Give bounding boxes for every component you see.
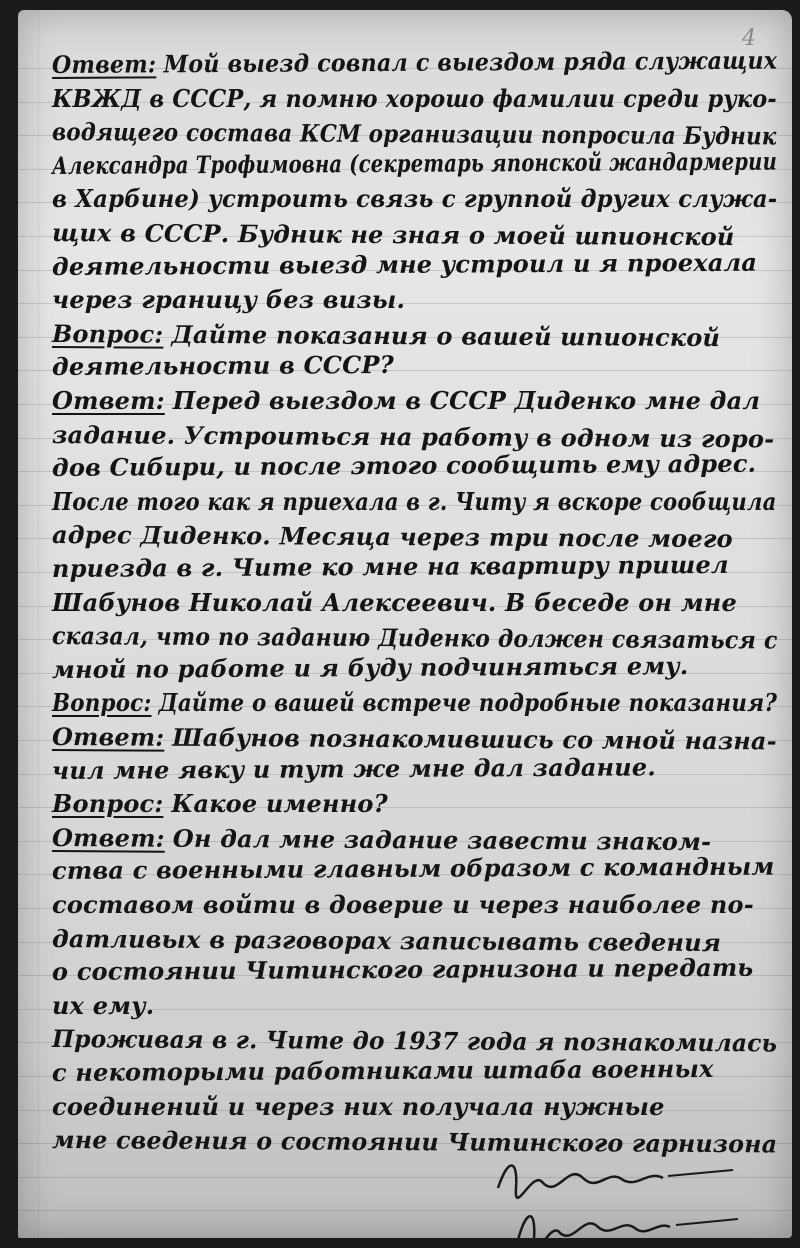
text-line <box>52 953 777 986</box>
line-text: Проживая в г. Чите до 1937 года я познакомилась <box>51 1024 778 1058</box>
qa-label: Вопрос: <box>52 789 164 819</box>
line-text: их ему. <box>52 990 155 1020</box>
line-text: деятельности выезд мне устроил и я проехала <box>51 247 758 281</box>
text-line <box>52 420 777 453</box>
qa-label: Ответ: <box>51 722 165 752</box>
line-text: датливых в разговорах записывать сведения <box>51 923 722 957</box>
text-line <box>51 146 778 180</box>
line-text: приезда в г. Чите ко мне на квартиру пришел <box>51 549 729 583</box>
text-line <box>52 386 777 415</box>
line-text: Мой выезд совпал с выездом ряда служащих <box>163 45 778 79</box>
line-text: мне сведения о состоянии Читинского гарнизона <box>51 1125 778 1159</box>
line-text: адрес Диденко. Месяца через три после моего <box>51 520 733 554</box>
qa-label: Ответ: <box>51 49 157 79</box>
line-text: Он дал мне задание завести знаком- <box>172 823 712 856</box>
page-number: 4 <box>742 26 756 51</box>
qa-label: Ответ: <box>51 822 165 853</box>
line-text: сказал, что по заданию Диденко должен связаться с <box>51 621 778 655</box>
text-line <box>52 823 777 856</box>
text-line <box>52 449 777 482</box>
line-text: Шабунов Николай Алексеевич. В беседе он мне <box>52 587 737 617</box>
text-line <box>52 588 777 617</box>
text-line <box>52 924 777 957</box>
text-line <box>51 1024 778 1058</box>
line-text: КВЖД в СССР, я помню хорошо фамилии среди руко- <box>52 83 777 113</box>
text-line <box>52 789 777 818</box>
text-line <box>52 550 777 583</box>
text-line <box>52 348 777 381</box>
text-line <box>52 486 777 516</box>
text-line <box>51 45 778 79</box>
line-text: с некоторыми работниками штаба военных <box>51 1053 714 1087</box>
text-line <box>52 83 777 113</box>
line-text: в Харбине) устроить связь с группой других служа- <box>52 184 778 214</box>
text-line <box>52 650 777 683</box>
text-line <box>52 852 777 885</box>
line-text: о состоянии Читинского гарнизона и передать <box>51 952 754 987</box>
text-line <box>51 117 777 151</box>
line-text: Дайте показания о вашей шпионской <box>171 319 721 352</box>
qa-label: Вопрос: <box>51 318 164 349</box>
margin-line <box>38 10 39 1238</box>
line-text: мной по работе и я буду подчиняться ему. <box>51 650 689 684</box>
line-text: Перед выездом в СССР Диденко мне дал <box>172 386 761 415</box>
text-line <box>52 520 777 553</box>
line-text: водящего состава КСМ организации попросила Будник <box>51 117 777 151</box>
line-text: чил мне явку и тут же мне дал задание. <box>51 751 656 785</box>
line-text: щих в СССР. Будник не зная о моей шпионской <box>51 218 735 252</box>
text-line <box>52 184 778 214</box>
line-text: После того как я приехала в г. Читу я вскоре сообщила <box>52 486 777 516</box>
text-line <box>52 991 777 1020</box>
line-text: Дайте о вашей встрече подробные показания? <box>158 688 778 718</box>
line-text: дов Сибири, и после этого сообщить ему адрес. <box>51 448 757 483</box>
qa-label: Ответ: <box>52 386 165 415</box>
text-line <box>52 1092 777 1121</box>
text-line <box>52 218 777 251</box>
text-line <box>52 319 777 352</box>
text-line <box>52 751 777 784</box>
text-line <box>52 688 778 718</box>
line-text: Шабунов познакомившись со мной назна- <box>172 722 777 756</box>
handwritten-page <box>18 10 792 1238</box>
line-text: через границу без визы. <box>52 285 406 315</box>
qa-label: Вопрос: <box>52 688 152 718</box>
line-text: Александра Трофимовна (секретарь японской жандармерии <box>51 146 778 180</box>
line-text: деятельности в СССР? <box>51 350 395 382</box>
line-text: задание. Устроиться на работу в одном из горо- <box>51 419 775 454</box>
line-text: соединений и через них получала нужные <box>52 1091 665 1121</box>
text-line <box>52 890 777 919</box>
text-line <box>52 247 777 280</box>
text-line <box>52 285 777 314</box>
text-line <box>51 722 777 756</box>
line-text: Какое именно? <box>171 789 388 819</box>
line-text: составом войти в доверие и через наиболее по- <box>52 890 754 919</box>
text-line <box>52 1054 777 1087</box>
line-text: ства с военными главным образом с командным <box>51 851 775 886</box>
signature-2 <box>508 1195 768 1238</box>
text-line <box>51 621 778 655</box>
